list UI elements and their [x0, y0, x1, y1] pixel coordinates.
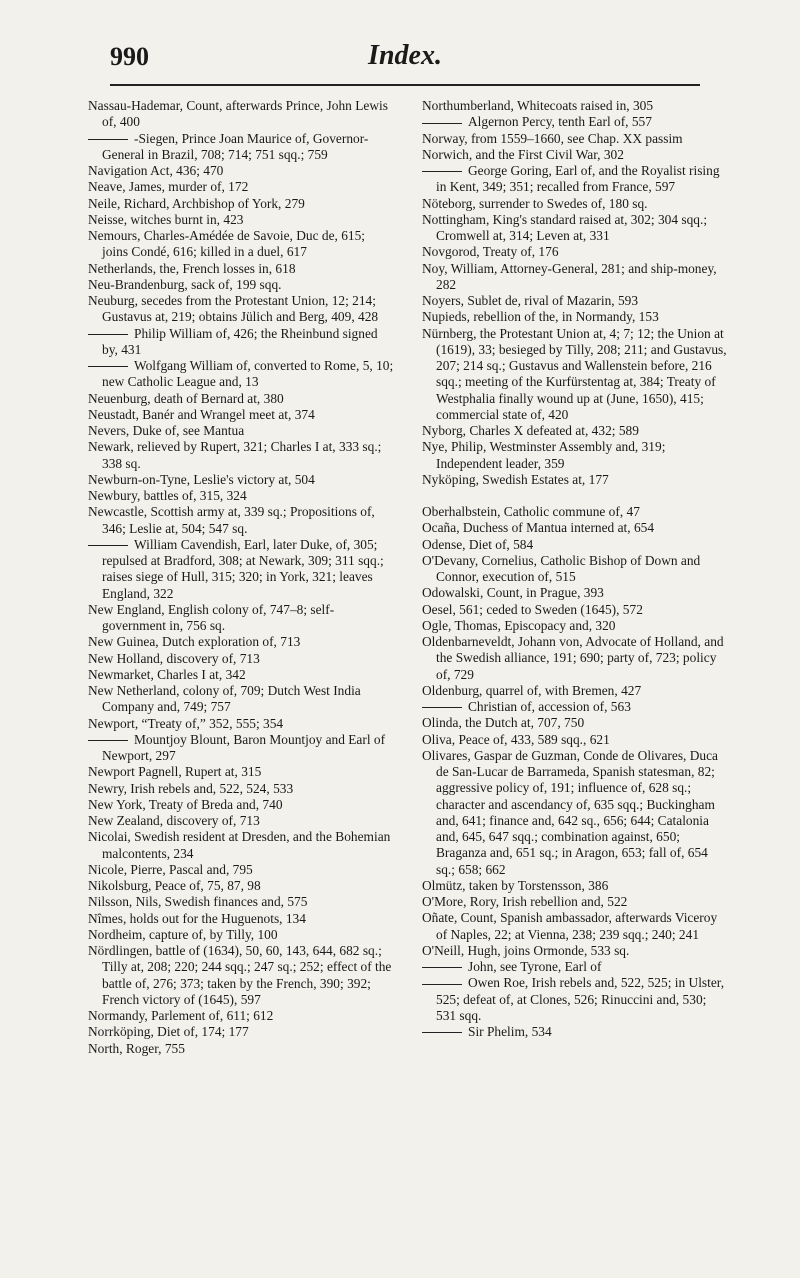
index-entry: [88, 277, 394, 293]
index-entry: [88, 911, 394, 927]
index-entry: [88, 813, 394, 829]
right-column: [422, 98, 728, 1040]
entry-text: Ogle, Thomas, Episcopacy and, 320: [422, 617, 616, 633]
entry-text: Wolfgang William of, converted to Rome, 5, 10; new Catholic League and, 13: [102, 358, 394, 390]
entry-text: Navigation Act, 436; 470: [88, 163, 224, 178]
entry-text: Mountjoy Blount, Baron Mountjoy and Earl of Newport, 297: [102, 731, 386, 763]
index-entry: [88, 1008, 394, 1024]
index-entry: [88, 943, 394, 1008]
index-entry: [422, 699, 728, 715]
entry-text: Olmütz, taken by Torstensson, 386: [422, 877, 609, 893]
ditto-dash: [88, 366, 128, 367]
index-entry: [88, 261, 394, 277]
index-entry: [88, 163, 394, 179]
index-entry: [422, 472, 728, 488]
entry-text: Newark, relieved by Rupert, 321; Charles I at, 333 sq.; 338 sq.: [88, 439, 382, 471]
ditto-dash: [422, 707, 462, 708]
entry-text: Nicolai, Swedish resident at Dresden, and the Bohemian malcontents, 234: [88, 829, 391, 861]
entry-text: Nye, Philip, Westminster Assembly and, 319; Independent leader, 359: [422, 439, 666, 471]
index-entry: [88, 667, 394, 683]
entry-text: Sir Phelim, 534: [468, 1024, 552, 1039]
entry-text: O'More, Rory, Irish rebellion and, 522: [422, 894, 628, 909]
entry-text: Nassau-Hademar, Count, afterwards Prince, John Lewis of, 400: [88, 98, 388, 130]
index-entry: [422, 732, 728, 748]
entry-text: Olinda, the Dutch at, 707, 750: [422, 715, 585, 731]
entry-text: North, Roger, 755: [88, 1040, 185, 1056]
index-entry: [422, 439, 728, 472]
entry-text: Nöteborg, surrender to Swedes of, 180 sq.: [422, 195, 648, 211]
ditto-dash: [88, 740, 128, 741]
entry-text: Nürnberg, the Protestant Union at, 4; 7; 12; the Union at (1619), 33; besieged by Tilly, 208; 211; and Gustavus, 207; 214 sq.; Gustavus and Wallenstein before, 216 sqq.; meeting of the Kurfürstentag at, 384; Treaty of Westphalia finally wound up at (June, 1650), 415; commercial state of, 420: [422, 325, 727, 422]
index-entry: [88, 391, 394, 407]
entry-text: New York, Treaty of Breda and, 740: [88, 796, 283, 812]
left-column: [88, 98, 394, 1057]
index-entry: [88, 894, 394, 910]
index-entry: [88, 472, 394, 488]
index-entry: [422, 602, 728, 618]
index-entry: [422, 293, 728, 309]
index-entry: [88, 504, 394, 537]
entry-text: Christian of, accession of, 563: [468, 699, 631, 714]
index-entry: [422, 131, 728, 147]
entry-text: John, see Tyrone, Earl of: [468, 959, 602, 974]
header-rule: [110, 84, 700, 86]
entry-text: Philip William of, 426; the Rheinbund signed by, 431: [102, 325, 378, 357]
index-entry: [88, 716, 394, 732]
entry-text: Nevers, Duke of, see Mantua: [88, 423, 245, 438]
ditto-dash: [422, 984, 462, 985]
index-entry: [422, 715, 728, 731]
index-entry: [422, 634, 728, 683]
entry-text: New Netherland, colony of, 709; Dutch West India Company and, 749; 757: [88, 683, 361, 715]
page-number: 990: [110, 42, 149, 71]
index-entry: [88, 927, 394, 943]
index-entry: [88, 131, 394, 164]
entry-text: Nikolsburg, Peace of, 75, 87, 98: [88, 878, 261, 893]
entry-text: Norrköping, Diet of, 174; 177: [88, 1024, 249, 1040]
ditto-dash: [88, 334, 128, 335]
index-entry: [422, 114, 728, 130]
index-entry: [88, 797, 394, 813]
entry-text: Nyköping, Swedish Estates at, 177: [422, 471, 609, 487]
entry-text: Nördlingen, battle of (1634), 50, 60, 143, 644, 682 sq.; Tilly at, 208; 220; 244 sqq.; 247 sq.; 252; effect of the battle of, 276; 373; taken by the French, 390; 392; French victory of (1645), 597: [88, 943, 392, 1007]
index-entry: [88, 1041, 394, 1057]
entry-text: William Cavendish, Earl, later Duke, of, 305; repulsed at Bradford, 308; at Newark, 309; 311 sqq.; raises siege of Hull, 315; 320; in York, 321; leaves England, 322: [102, 536, 384, 601]
index-entry: [88, 423, 394, 439]
entry-text: Nicole, Pierre, Pascal and, 795: [88, 861, 253, 877]
entry-text: Newport Pagnell, Rupert at, 315: [88, 764, 262, 780]
index-entry: [422, 894, 728, 910]
index-entry: [88, 683, 394, 716]
entry-text: Netherlands, the, French losses in, 618: [88, 260, 296, 276]
index-entry: [88, 98, 394, 131]
index-entry: [422, 878, 728, 894]
index-entry: [88, 878, 394, 894]
entry-text: George Goring, Earl of, and the Royalist rising in Kent, 349; 351; recalled from France, 597: [436, 163, 720, 195]
entry-text: Oliva, Peace of, 433, 589 sqq., 621: [422, 731, 610, 747]
index-entry: [422, 959, 728, 975]
index-entry: [88, 228, 394, 261]
index-entry: [422, 537, 728, 553]
index-entry: [88, 602, 394, 635]
entry-text: Nemours, Charles-Amédée de Savoie, Duc de, 615; joins Condé, 616; killed in a duel, 617: [88, 228, 366, 260]
index-entry: [88, 781, 394, 797]
index-entry: [88, 293, 394, 326]
index-entry: [422, 1024, 728, 1040]
index-entry: [422, 163, 728, 196]
index-entry: [422, 244, 728, 260]
entry-text: Ocaña, Duchess of Mantua interned at, 654: [422, 520, 655, 536]
index-entry: [88, 196, 394, 212]
entry-text: Nyborg, Charles X defeated at, 432; 589: [422, 423, 639, 438]
entry-text: Novgorod, Treaty of, 176: [422, 244, 559, 260]
index-entry: [88, 407, 394, 423]
entry-text: Neave, James, murder of, 172: [88, 179, 249, 195]
index-entry: [422, 585, 728, 601]
entry-text: Oberhalbstein, Catholic commune of, 47: [422, 504, 640, 519]
entry-text: Nottingham, King's standard raised at, 302; 304 sqq.; Cromwell at, 314; Leven at, 331: [422, 211, 708, 243]
entry-text: Oldenbarneveldt, Johann von, Advocate of Holland, and the Swedish alliance, 191; 690; party of, 723; policy of, 729: [422, 634, 724, 682]
index-entry: [422, 147, 728, 163]
index-entry: [422, 748, 728, 878]
index-entry: [422, 683, 728, 699]
ditto-dash: [422, 1032, 462, 1033]
entry-text: Neustadt, Banér and Wrangel meet at, 374: [88, 406, 315, 422]
running-title: Index.: [368, 40, 442, 71]
index-entry: [88, 634, 394, 650]
index-entry: [88, 764, 394, 780]
index-entry: [88, 732, 394, 765]
entry-text: Norway, from 1559–1660, see Chap. XX passim: [422, 130, 683, 146]
entry-text: Owen Roe, Irish rebels and, 522, 525; in Ulster, 525; defeat of, at Clones, 526; Rinuccini and, 530; 531 sqq.: [436, 975, 725, 1023]
entry-text: Oldenburg, quarrel of, with Bremen, 427: [422, 682, 642, 698]
entry-text: Neisse, witches burnt in, 423: [88, 211, 244, 227]
entry-text: Newry, Irish rebels and, 522, 524, 533: [88, 780, 294, 796]
entry-text: New England, English colony of, 747–8; self-government in, 756 sq.: [88, 601, 335, 633]
entry-text: Nordheim, capture of, by Tilly, 100: [88, 926, 278, 942]
entry-text: Newport, “Treaty of,” 352, 555; 354: [88, 715, 284, 731]
entry-text: Algernon Percy, tenth Earl of, 557: [468, 114, 652, 130]
index-entry: [88, 862, 394, 878]
ditto-dash: [422, 171, 462, 172]
index-entry: [422, 504, 728, 520]
entry-text: New Zealand, discovery of, 713: [88, 813, 260, 828]
entry-text: Nîmes, holds out for the Huguenots, 134: [88, 910, 306, 926]
index-entry: [88, 326, 394, 359]
entry-text: Newbury, battles of, 315, 324: [88, 488, 247, 503]
entry-text: New Holland, discovery of, 713: [88, 650, 260, 666]
entry-text: Odense, Diet of, 584: [422, 536, 534, 552]
entry-text: Noy, William, Attorney-General, 281; and ship-money, 282: [422, 260, 717, 292]
index-entry: [88, 358, 394, 391]
entry-text: Newcastle, Scottish army at, 339 sq.; Propositions of, 346; Leslie at, 504; 547 sq.: [88, 504, 375, 536]
entry-text: Northumberland, Whitecoats raised in, 305: [422, 98, 654, 113]
entry-text: Nilsson, Nils, Swedish finances and, 575: [88, 894, 308, 910]
index-entry: [422, 975, 728, 1024]
index-entry: [88, 829, 394, 862]
entry-text: Neile, Richard, Archbishop of York, 279: [88, 195, 305, 211]
index-entry: [422, 553, 728, 586]
index-entry: [422, 326, 728, 424]
page-header: [110, 28, 700, 84]
entry-text: Odowalski, Count, in Prague, 393: [422, 585, 604, 601]
index-entry: [422, 98, 728, 114]
entry-text: -Siegen, Prince Joan Maurice of, Governor-General in Brazil, 708; 714; 751 sqq.; 759: [102, 130, 369, 162]
entry-text: Olivares, Gaspar de Guzman, Conde de Olivares, Duca de San-Lucar de Barrameda, Spanish statesman, 82; aggressive policy of, 191; influence of, 628 sq.; character and ascendancy of, 635 sqq.; Buckingham and, 641; finance and, 642 sq., 656; 644; Catalonia and, 645, 647 sqq.; combination against, 650; Braganza and, 651 sq.; in Aragon, 653; fall of, 654 sq.; 658; 662: [422, 747, 718, 877]
index-entry: [422, 910, 728, 943]
index-entry: [422, 943, 728, 959]
index-entry: [422, 212, 728, 245]
index-entry: [422, 520, 728, 536]
index-entry: [88, 212, 394, 228]
entry-text: New Guinea, Dutch exploration of, 713: [88, 634, 301, 650]
entry-text: O'Neill, Hugh, joins Ormonde, 533 sq.: [422, 942, 630, 958]
entry-text: O'Devany, Cornelius, Catholic Bishop of Down and Connor, execution of, 515: [422, 552, 701, 584]
ditto-dash: [88, 139, 128, 140]
index-entry: [88, 439, 394, 472]
entry-text: Neu-Brandenburg, sack of, 199 sqq.: [88, 276, 282, 292]
ditto-dash: [422, 967, 462, 968]
index-columns: [88, 98, 730, 1268]
index-entry: [422, 196, 728, 212]
entry-text: Norwich, and the First Civil War, 302: [422, 146, 624, 162]
index-entry: [88, 537, 394, 602]
entry-text: Newmarket, Charles I at, 342: [88, 666, 246, 682]
ditto-dash: [88, 545, 128, 546]
entry-text: Noyers, Sublet de, rival of Mazarin, 593: [422, 293, 639, 308]
entry-text: Oesel, 561; ceded to Sweden (1645), 572: [422, 601, 643, 617]
index-entry: [422, 423, 728, 439]
entry-text: Neuburg, secedes from the Protestant Union, 12; 214; Gustavus at, 219; obtains Jülich and Berg, 409, 428: [88, 293, 379, 325]
entry-text: Neuenburg, death of Bernard at, 380: [88, 390, 284, 406]
index-entry: [422, 309, 728, 325]
entry-text: Nupieds, rebellion of the, in Normandy, 153: [422, 309, 659, 325]
index-entry: [88, 651, 394, 667]
entry-text: Normandy, Parlement of, 611; 612: [88, 1008, 274, 1023]
entry-text: Newburn-on-Tyne, Leslie's victory at, 504: [88, 471, 315, 487]
ditto-dash: [422, 123, 462, 124]
index-entry: [88, 179, 394, 195]
entry-text: Oñate, Count, Spanish ambassador, afterwards Viceroy of Naples, 22; at Vienna, 238; 239 sqq.; 240; 241: [422, 910, 718, 942]
index-entry: [422, 261, 728, 294]
index-entry: [422, 618, 728, 634]
index-entry: [88, 488, 394, 504]
index-entry: [88, 1024, 394, 1040]
